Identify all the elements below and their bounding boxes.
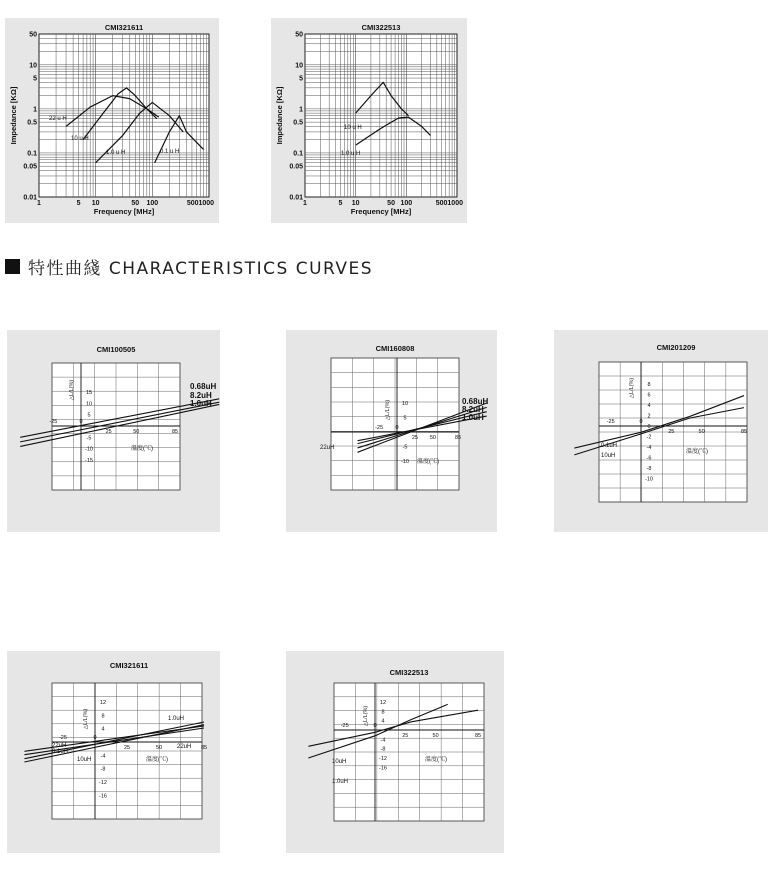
x-tick-label: 1 bbox=[303, 200, 307, 207]
x-tick-label: -25 bbox=[375, 425, 384, 431]
y-tick-label: 12 bbox=[379, 700, 387, 706]
y-tick-label: -5 bbox=[402, 444, 408, 451]
y-tick-label: 2 bbox=[647, 413, 651, 420]
x-tick-label: 50 bbox=[156, 745, 163, 751]
y-tick-label: 5 bbox=[299, 75, 303, 83]
curve-panel-cmi201209 bbox=[554, 330, 768, 532]
series-label: 1.0uH bbox=[462, 413, 484, 422]
x-axis-label: Frequency [MHz] bbox=[350, 207, 412, 216]
series-label: 10uH bbox=[332, 759, 347, 765]
y-tick-label: 0.1 bbox=[27, 150, 37, 158]
y-tick-label: 5 bbox=[87, 412, 91, 419]
y-tick-label: 50 bbox=[29, 31, 37, 39]
y-tick-label: 5 bbox=[33, 75, 37, 83]
series-label: 0.1uH bbox=[601, 443, 618, 449]
y-tick-label: 8 bbox=[647, 382, 651, 388]
series-label: 8.2uH bbox=[462, 405, 484, 414]
x-tick-label: 5001000 bbox=[435, 200, 464, 207]
x-tick-label: 100 bbox=[146, 200, 159, 207]
y-tick-label: -10 bbox=[85, 446, 93, 453]
series-label: 22 u H bbox=[49, 116, 67, 122]
curve-chart-cmi160808 bbox=[286, 330, 497, 532]
x-axis-label: 溫度(℃) bbox=[425, 757, 447, 763]
series-label: 10 u H bbox=[344, 125, 362, 131]
y-tick-label: 0.05 bbox=[23, 163, 37, 171]
y-tick-label: 15 bbox=[85, 390, 93, 396]
series-label: 1.0 u H bbox=[106, 150, 126, 156]
x-tick-label: 85 bbox=[171, 429, 179, 435]
x-tick-label: 50 bbox=[387, 200, 395, 207]
x-tick-label: 5 bbox=[338, 200, 343, 207]
x-tick-label: 100 bbox=[400, 200, 413, 207]
impedance-panel-2 bbox=[271, 18, 467, 223]
heading-square-icon bbox=[5, 259, 20, 274]
section-heading-text: 特性曲綫 CHARACTERISTICS CURVES bbox=[28, 258, 374, 279]
x-tick-label: 85 bbox=[454, 435, 462, 441]
y-axis-label: △L/L(%) bbox=[83, 708, 89, 730]
y-tick-label: 0 bbox=[647, 424, 651, 430]
y-tick-label: -10 bbox=[401, 459, 409, 465]
y-tick-label: -4 bbox=[646, 445, 652, 451]
y-tick-label: 10 bbox=[29, 62, 37, 70]
x-tick-label: 5001000 bbox=[186, 200, 215, 207]
impedance-chart-cmi322513 bbox=[271, 18, 467, 223]
y-axis-label: △L/L(%) bbox=[69, 379, 75, 401]
curve-chart-cmi322513 bbox=[286, 651, 504, 853]
x-tick-label: 0 bbox=[373, 723, 377, 729]
y-axis-label: △L/L(%) bbox=[363, 705, 369, 727]
y-axis-label: △L/L(%) bbox=[629, 377, 635, 399]
x-tick-label: 25 bbox=[402, 733, 409, 739]
y-tick-label: -16 bbox=[379, 765, 387, 772]
series-label: 1.0uH bbox=[168, 716, 185, 722]
y-tick-label: 4 bbox=[647, 403, 651, 409]
curve-chart-cmi100505 bbox=[7, 330, 220, 532]
x-tick-label: 50 bbox=[133, 429, 140, 435]
x-axis-label: 溫度(℃) bbox=[131, 446, 153, 452]
series-label: 22uH bbox=[177, 744, 192, 750]
y-tick-label: -8 bbox=[100, 766, 106, 773]
y-tick-label: -4 bbox=[380, 737, 386, 744]
series-label: 1.0uH bbox=[332, 779, 349, 785]
chart-title: CMI322513 bbox=[389, 668, 429, 677]
y-tick-label: 4 bbox=[101, 726, 105, 733]
x-tick-label: 1 bbox=[37, 200, 41, 207]
y-tick-label: 0.1 bbox=[293, 150, 303, 158]
y-tick-label: 0.05 bbox=[289, 163, 303, 171]
x-tick-label: 25 bbox=[411, 435, 419, 441]
x-tick-label: -25 bbox=[49, 419, 58, 425]
y-tick-label: 8 bbox=[101, 713, 105, 720]
impedance-chart-cmi321611 bbox=[5, 18, 219, 223]
x-tick-label: -25 bbox=[340, 723, 349, 729]
x-tick-label: 10 bbox=[91, 200, 100, 207]
y-tick-label: 1 bbox=[33, 106, 37, 114]
y-tick-label: 10 bbox=[295, 62, 303, 70]
curve-panel-cmi100505 bbox=[7, 330, 220, 532]
impedance-panel-1 bbox=[5, 18, 219, 223]
series-label: 1.0 u H bbox=[341, 151, 361, 157]
series-label: 10 u H bbox=[71, 136, 89, 142]
chart-title: CMI160808 bbox=[375, 344, 415, 353]
series-label: 0.68uH bbox=[190, 382, 217, 391]
y-tick-label: 4 bbox=[381, 718, 385, 725]
curve-chart-cmi321611 bbox=[7, 651, 220, 853]
section-heading bbox=[5, 253, 373, 279]
x-axis-label: 溫度(℃) bbox=[417, 459, 439, 465]
series-label: 1.0uH bbox=[190, 399, 212, 408]
x-tick-label: -25 bbox=[606, 419, 615, 425]
chart-title: CMI100505 bbox=[96, 345, 136, 354]
series-label: 0.68uH bbox=[462, 397, 489, 406]
y-tick-label: 1 bbox=[299, 106, 303, 114]
chart-title: CMI321611 bbox=[104, 23, 144, 32]
y-tick-label: -4 bbox=[100, 753, 106, 760]
y-tick-label: 50 bbox=[295, 31, 303, 39]
curve-panel-cmi160808 bbox=[286, 330, 497, 532]
x-tick-label: 50 bbox=[698, 429, 705, 435]
y-tick-label: 0.01 bbox=[23, 194, 37, 202]
x-tick-label: 0 bbox=[639, 419, 643, 425]
series-label: 10uH bbox=[601, 453, 616, 459]
series-label: 8.2uH bbox=[190, 391, 212, 400]
extra-label: 22uH bbox=[52, 743, 67, 749]
curve-panel-cmi321611 bbox=[7, 651, 220, 853]
x-tick-label: 85 bbox=[740, 429, 748, 435]
x-tick-label: 85 bbox=[474, 733, 482, 739]
y-tick-label: -12 bbox=[379, 756, 387, 762]
y-tick-label: 10 bbox=[85, 401, 93, 408]
chart-title: CMI322513 bbox=[361, 23, 401, 32]
y-tick-label: 6 bbox=[647, 392, 651, 399]
curve-panel-cmi322513 bbox=[286, 651, 504, 853]
y-tick-label: 0.01 bbox=[289, 194, 303, 202]
series-label: 0.1 u H bbox=[160, 149, 180, 155]
y-tick-label: 5 bbox=[403, 415, 407, 422]
x-tick-label: 50 bbox=[429, 435, 436, 441]
x-tick-label: 85 bbox=[200, 745, 208, 751]
y-tick-label: 8 bbox=[381, 709, 385, 716]
series-label: 22uH bbox=[320, 445, 335, 451]
y-axis-label: Impedance [KΩ] bbox=[275, 86, 284, 145]
series-label: 10uH bbox=[77, 757, 92, 763]
x-tick-label: -25 bbox=[58, 735, 67, 741]
chart-title: CMI201209 bbox=[656, 343, 696, 352]
series-label: 0.1uH bbox=[52, 749, 69, 755]
x-tick-label: 0 bbox=[79, 419, 83, 425]
y-tick-label: -2 bbox=[646, 434, 652, 441]
x-axis-label: Frequency [MHz] bbox=[93, 207, 155, 216]
x-tick-label: 0 bbox=[395, 425, 399, 431]
curve-chart-cmi201209 bbox=[554, 330, 768, 532]
x-tick-label: 25 bbox=[668, 429, 675, 435]
x-axis-label: 溫度(℃) bbox=[686, 449, 708, 455]
y-tick-label: 10 bbox=[401, 401, 409, 407]
y-tick-label: -6 bbox=[646, 455, 652, 462]
y-tick-label: -5 bbox=[86, 435, 92, 442]
y-tick-label: -15 bbox=[85, 458, 93, 464]
x-tick-label: 50 bbox=[131, 200, 140, 207]
y-tick-label: 0.5 bbox=[293, 119, 303, 127]
y-axis-label: △L/L(%) bbox=[385, 399, 391, 421]
y-axis-label: Impedance [KΩ] bbox=[9, 86, 18, 145]
y-tick-label: 12 bbox=[99, 700, 107, 706]
x-axis-label: 溫度(℃) bbox=[146, 757, 168, 763]
x-tick-label: 25 bbox=[105, 429, 112, 435]
y-tick-label: -10 bbox=[645, 476, 653, 483]
x-tick-label: 0 bbox=[93, 735, 97, 741]
y-tick-label: -12 bbox=[99, 780, 107, 786]
y-tick-label: -16 bbox=[99, 793, 107, 800]
y-tick-label: -8 bbox=[646, 466, 652, 472]
x-tick-label: 5 bbox=[76, 200, 81, 207]
x-tick-label: 25 bbox=[123, 745, 131, 751]
y-tick-label: -8 bbox=[380, 746, 386, 753]
y-tick-label: 0.5 bbox=[27, 119, 37, 127]
x-tick-label: 50 bbox=[432, 733, 439, 739]
x-tick-label: 10 bbox=[351, 200, 360, 207]
chart-title: CMI321611 bbox=[109, 661, 149, 670]
